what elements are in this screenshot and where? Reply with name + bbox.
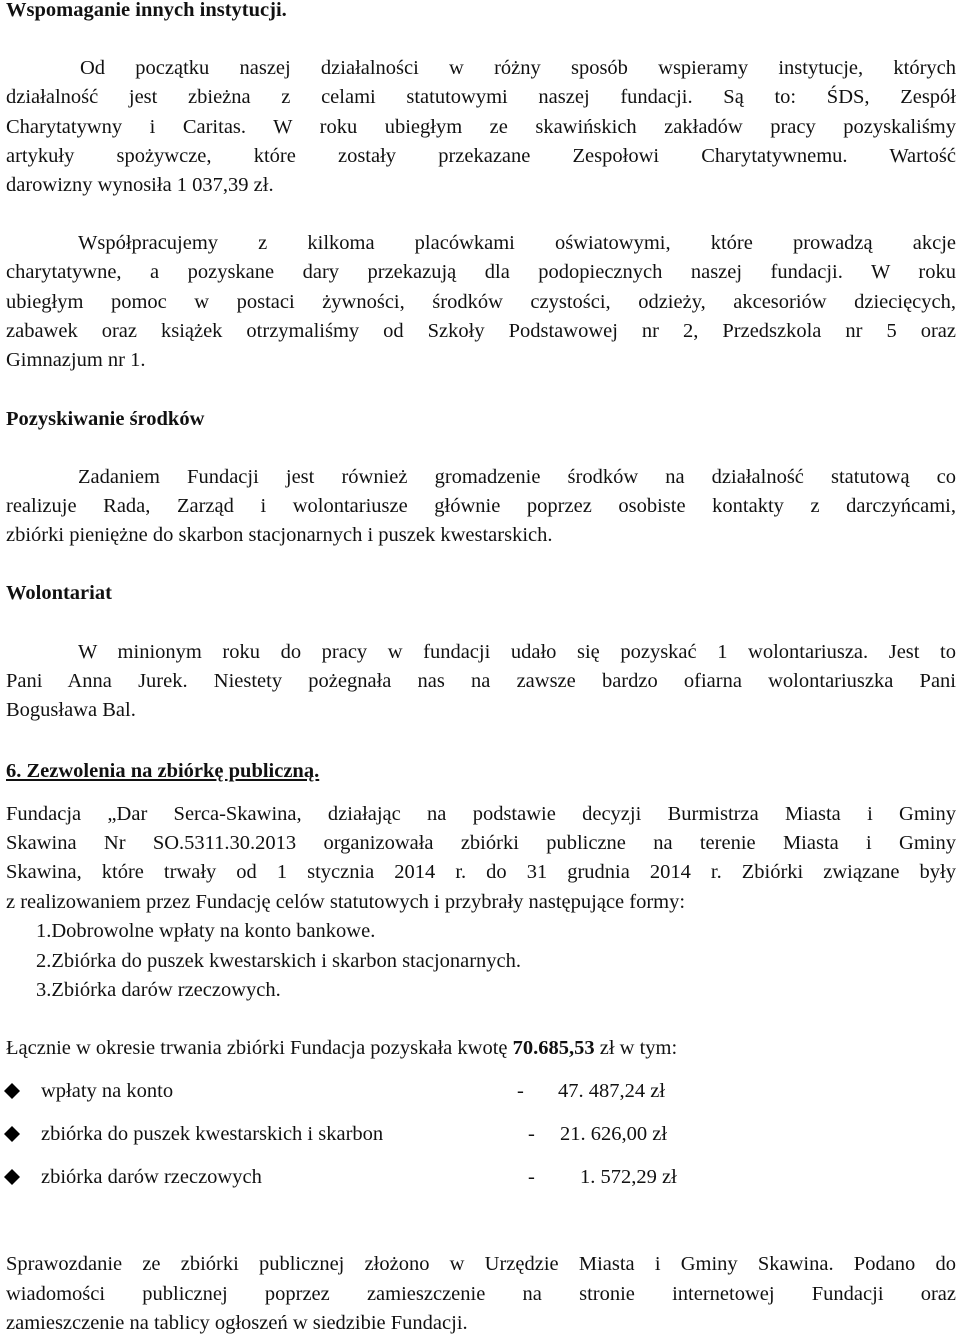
breakdown-dash: - (517, 1080, 524, 1102)
paragraph-line: Skawina Nr SO.5311.30.2013 organizowała zbiórki publiczne na terenie Miasta i Gminy (6, 832, 956, 854)
paragraph-line: W minionym roku do pracy w fundacji udało się pozyskać 1 wolontariusza. Jest to (78, 641, 956, 663)
paragraph-line: Gimnazjum nr 1. (6, 349, 146, 371)
paragraph-line: z realizowaniem przez Fundację celów statutowych i przybrały następujące formy: (6, 891, 686, 913)
form-list-item: 3.Zbiórka darów rzeczowych. (36, 979, 281, 1001)
paragraph-line: ubiegłym pomoc w postaci żywności, środków czystości, odzieży, akcesoriów dziecięcych, (6, 291, 956, 313)
total-suffix: zł w tym: (594, 1037, 678, 1059)
paragraph-line: Fundacja „Dar Serca-Skawina, działając na podstawie decyzji Burmistrza Miasta i Gminy (6, 803, 956, 825)
paragraph-line: Sprawozdanie ze zbiórki publicznej złożono w Urzędzie Miasta i Gminy Skawina. Podano do (6, 1253, 956, 1275)
form-list-item: 1.Dobrowolne wpłaty na konto bankowe. (36, 920, 376, 942)
diamond-bullet-icon (4, 1083, 20, 1099)
paragraph-line: Bogusława Bal. (6, 699, 136, 721)
breakdown-dash: - (528, 1123, 535, 1145)
paragraph-line: Skawina, które trwały od 1 stycznia 2014 r. do 31 grudnia 2014 r. Zbiórki związane były (6, 861, 956, 883)
paragraph-line: działalność jest zbieżna z celami statutowymi naszej fundacji. Są to: ŚDS, Zespół (6, 86, 956, 108)
breakdown-amount: 1. 572,29 zł (580, 1166, 677, 1188)
paragraph-line: artykuły spożywcze, które zostały przekazane Zespołowi Charytatywnemu. Wartość (6, 145, 956, 167)
paragraph-line: wiadomości publicznej poprzez zamieszczenie na stronie internetowej Fundacji oraz (6, 1283, 956, 1305)
paragraph-line: Pani Anna Jurek. Niestety pożegnała nas na zawsze bardzo ofiarna wolontariuszka Pani (6, 670, 956, 692)
paragraph-line: Współpracujemy z kilkoma placówkami oświatowymi, które prowadzą akcje (78, 232, 956, 254)
paragraph-line: realizuje Rada, Zarząd i wolontariusze głównie poprzez osobiste kontakty z darczyńcami, (6, 495, 956, 517)
paragraph-line: Od początku naszej działalności w różny sposób wspieramy instytucje, których (80, 57, 956, 79)
breakdown-dash: - (528, 1166, 535, 1188)
total-amount: 70.685,53 (512, 1037, 595, 1059)
breakdown-label: wpłaty na konto (41, 1080, 174, 1102)
section-heading-permits: 6. Zezwolenia na zbiórkę publiczną. (6, 760, 320, 782)
breakdown-amount: 21. 626,00 zł (560, 1123, 668, 1145)
paragraph-line: zamieszczenie na tablicy ogłoszeń w siedzibie Fundacji. (6, 1312, 468, 1334)
paragraph-line: zabawek oraz książek otrzymaliśmy od Szkoły Podstawowej nr 2, Przedszkola nr 5 oraz (6, 320, 956, 342)
diamond-bullet-icon (4, 1169, 20, 1185)
diamond-bullet-icon (4, 1126, 20, 1142)
section-heading-volunteering: Wolontariat (6, 582, 112, 604)
total-prefix: Łącznie w okresie trwania zbiórki Fundacja pozyskała kwotę (6, 1037, 513, 1059)
section-heading-support: Wspomaganie innych instytucji. (6, 0, 287, 21)
breakdown-label: zbiórka do puszek kwestarskich i skarbon (41, 1123, 384, 1145)
paragraph-line: Charytatywny i Caritas. W roku ubiegłym ze skawińskich zakładów pracy pozyskaliśmy (6, 116, 956, 138)
form-list-item: 2.Zbiórka do puszek kwestarskich i skarbon stacjonarnych. (36, 950, 522, 972)
paragraph-line: Zadaniem Fundacji jest również gromadzenie środków na działalność statutową co (78, 466, 956, 488)
paragraph-line: darowizny wynosiła 1 037,39 zł. (6, 174, 274, 196)
breakdown-amount: 47. 487,24 zł (558, 1080, 666, 1102)
paragraph-line: charytatywne, a pozyskane dary przekazują dla podopiecznych naszej fundacji. W roku (6, 261, 956, 283)
total-summary (6, 1034, 677, 1063)
paragraph-line: zbiórki pieniężne do skarbon stacjonarnych i puszek kwestarskich. (6, 524, 553, 546)
section-heading-funds: Pozyskiwanie środków (6, 408, 205, 430)
breakdown-label: zbiórka darów rzeczowych (41, 1166, 262, 1188)
